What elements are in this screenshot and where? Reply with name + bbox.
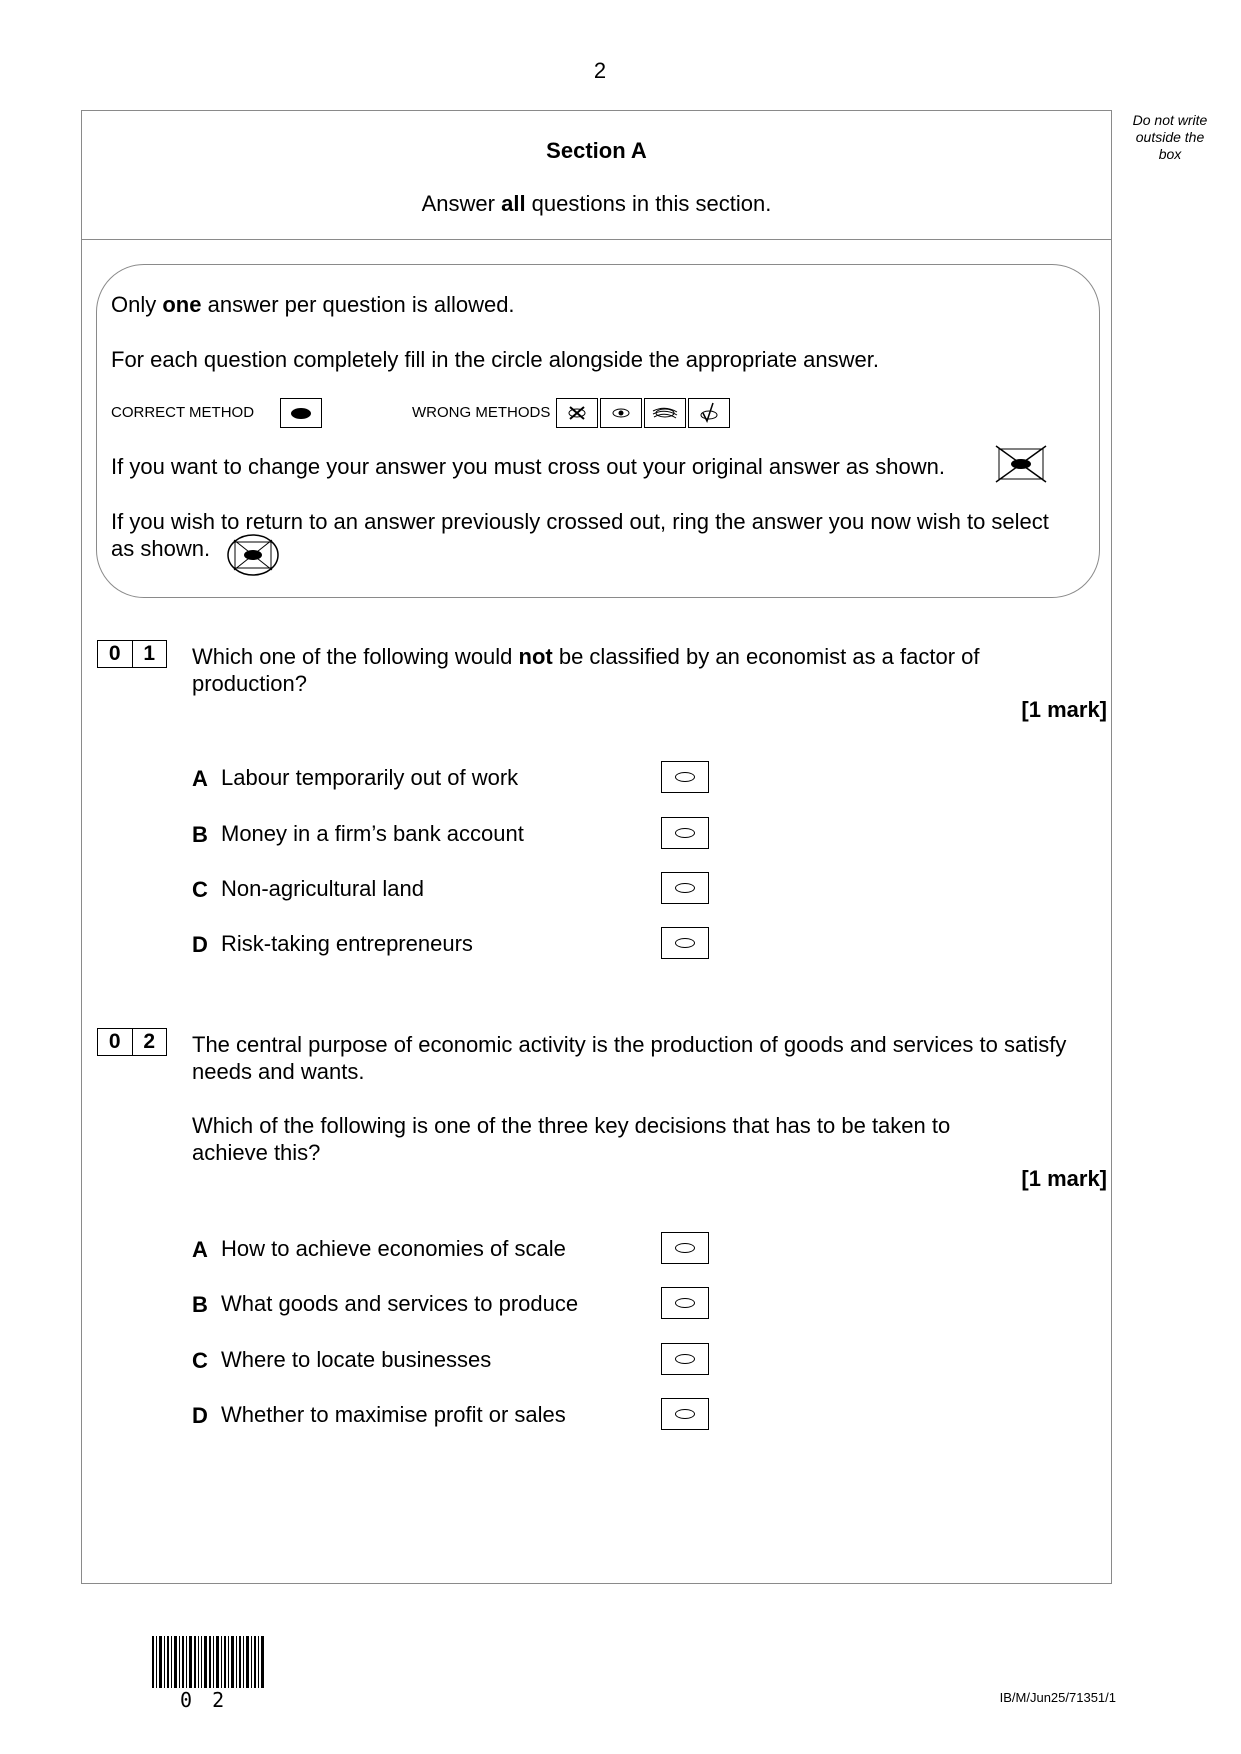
- question-02-prompt: Which of the following is one of the three key decisions that has to be taken to: [192, 1113, 951, 1138]
- empty-oval-icon: [675, 1298, 695, 1308]
- instruction-return-answer-cont: as shown.: [111, 536, 211, 561]
- header-divider: [81, 239, 1112, 240]
- barcode-number: 0 2: [180, 1688, 229, 1712]
- question-number-02: 0 2: [97, 1028, 167, 1056]
- option-letter: D: [192, 932, 208, 957]
- filled-oval-icon: [291, 408, 311, 419]
- instruction-one-answer: Only one answer per question is allowed.: [111, 292, 515, 317]
- empty-oval-icon: [675, 1354, 695, 1364]
- question-02-prompt-cont: achieve this?: [192, 1140, 321, 1165]
- empty-oval-icon: [675, 883, 695, 893]
- option-text: Labour temporarily out of work: [221, 765, 519, 790]
- option-text: Non-agricultural land: [221, 876, 424, 901]
- answer-box-01-b[interactable]: [661, 817, 709, 849]
- correct-method-label: CORRECT METHOD: [111, 404, 255, 421]
- answer-box-02-d[interactable]: [661, 1398, 709, 1430]
- margin-note: Do not write outside the box: [1132, 112, 1208, 162]
- page-number: 2: [593, 58, 607, 83]
- instruction-return-answer: If you wish to return to an answer previously crossed out, ring the answer you now wish to select: [111, 509, 1049, 534]
- section-subtitle: Answer all questions in this section.: [421, 191, 772, 216]
- correct-method-example: [280, 398, 322, 428]
- option-letter: C: [192, 1348, 208, 1373]
- section-title: Section A: [546, 138, 647, 163]
- empty-oval-icon: [675, 1409, 695, 1419]
- wrong-methods-label: WRONG METHODS: [412, 404, 551, 421]
- question-02-text: The central purpose of economic activity is the production of goods and services to satisfy: [192, 1032, 1067, 1057]
- empty-oval-icon: [675, 828, 695, 838]
- wrong-methods-examples: [556, 398, 730, 428]
- answer-box-01-c[interactable]: [661, 872, 709, 904]
- empty-oval-icon: [675, 938, 695, 948]
- option-text: How to achieve economies of scale: [221, 1236, 566, 1261]
- question-02-mark: [1 mark]: [1021, 1166, 1107, 1191]
- barcode-icon: [152, 1636, 264, 1688]
- question-02-text-cont: needs and wants.: [192, 1059, 365, 1084]
- answer-box-01-d[interactable]: [661, 927, 709, 959]
- answer-box-02-b[interactable]: [661, 1287, 709, 1319]
- footer-code: IB/M/Jun25/71351/1: [999, 1690, 1116, 1705]
- scribbled-oval-icon: [644, 398, 686, 428]
- option-text: Whether to maximise profit or sales: [221, 1402, 566, 1427]
- dotted-oval-icon: [600, 398, 642, 428]
- instruction-fill-circle: For each question completely fill in the circle alongside the appropriate answer.: [111, 347, 879, 372]
- question-01-text: Which one of the following would not be classified by an economist as a factor of: [192, 644, 980, 669]
- answer-box-02-c[interactable]: [661, 1343, 709, 1375]
- empty-oval-icon: [675, 772, 695, 782]
- instruction-change-answer: If you want to change your answer you must cross out your original answer as shown.: [111, 454, 945, 479]
- question-number-01: 0 1: [97, 640, 167, 668]
- option-letter: B: [192, 822, 208, 847]
- question-01-mark: [1 mark]: [1021, 697, 1107, 722]
- ringed-answer-example: [225, 532, 281, 578]
- option-text: Where to locate businesses: [221, 1347, 492, 1372]
- option-text: Risk-taking entrepreneurs: [221, 931, 473, 956]
- option-letter: D: [192, 1403, 208, 1428]
- ticked-oval-icon: [688, 398, 730, 428]
- option-letter: A: [192, 766, 208, 791]
- option-letter: B: [192, 1292, 208, 1317]
- option-letter: A: [192, 1237, 208, 1262]
- crossed-out-answer-example: [994, 444, 1048, 484]
- answer-box-01-a[interactable]: [661, 761, 709, 793]
- barcode: [152, 1636, 264, 1693]
- empty-oval-icon: [675, 1243, 695, 1253]
- answer-box-02-a[interactable]: [661, 1232, 709, 1264]
- option-letter: C: [192, 877, 208, 902]
- option-text: What goods and services to produce: [221, 1291, 579, 1316]
- question-01-text-cont: production?: [192, 671, 307, 696]
- crossed-oval-icon: [556, 398, 598, 428]
- option-text: Money in a firm’s bank account: [221, 821, 524, 846]
